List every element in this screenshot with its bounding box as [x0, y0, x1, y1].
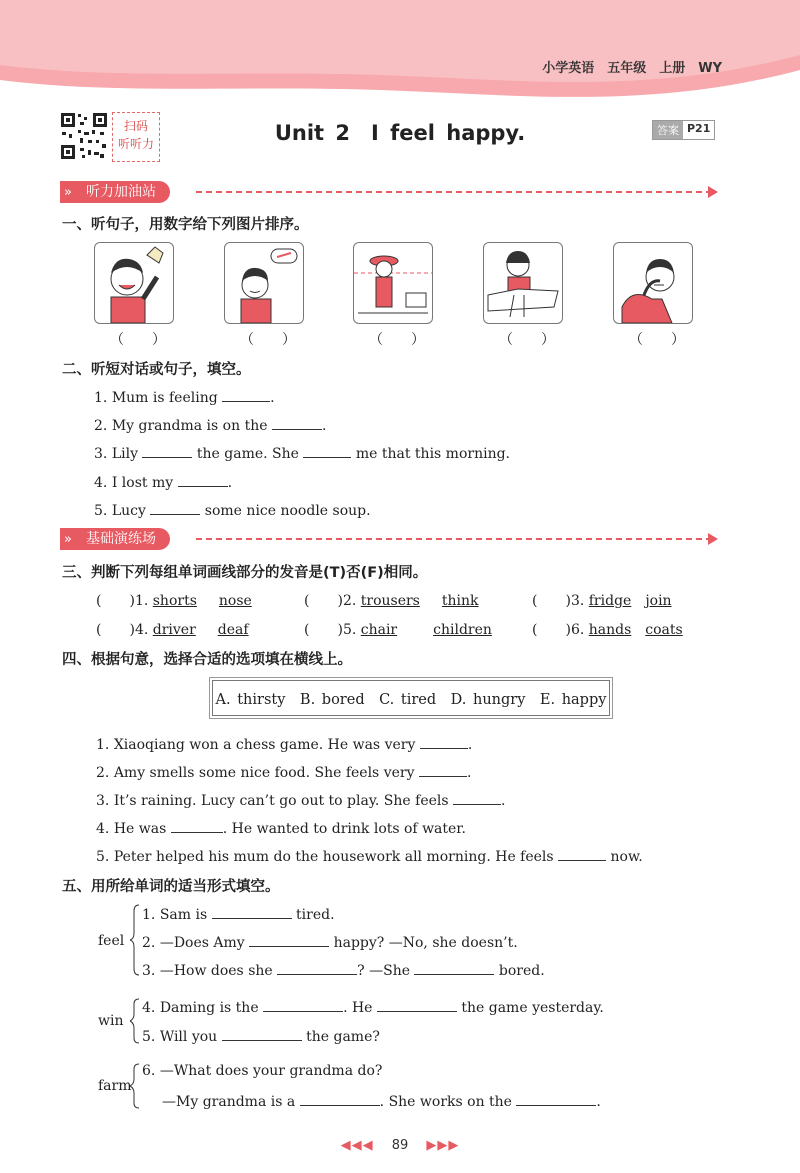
double-arrow-icon: » — [64, 185, 72, 200]
blank[interactable] — [142, 443, 192, 458]
blank[interactable] — [277, 960, 357, 975]
book-info: 小学英语 五年级 上册 WY — [542, 61, 722, 76]
scan-line1: 扫码 — [123, 119, 148, 133]
brace-icon — [130, 1063, 140, 1109]
answer-paren-2[interactable]: （ ） — [240, 332, 296, 348]
part4-item-4: 4. He was . He wanted to drink lots of water. — [96, 818, 466, 837]
part3-item-2: ( )2. trousers think — [304, 593, 479, 609]
part3-item-5: ( )5. chair children — [304, 622, 492, 638]
blank[interactable] — [303, 443, 351, 458]
blank[interactable] — [222, 1026, 302, 1041]
blank[interactable] — [558, 846, 606, 861]
blank[interactable] — [212, 904, 292, 919]
section-divider — [196, 538, 712, 542]
left-arrows-icon: ◀◀◀ — [340, 1138, 374, 1153]
part2-item-5: 5. Lucy some nice noodle soup. — [94, 500, 371, 519]
answer-paren[interactable]: ( ) — [532, 622, 571, 638]
answer-paren-3[interactable]: （ ） — [369, 332, 425, 348]
picture-girl-outdoors — [353, 242, 433, 324]
section-banner-text: 听力加油站 — [86, 184, 156, 200]
blank[interactable] — [222, 387, 270, 402]
answer-paren-4[interactable]: （ ） — [499, 332, 555, 348]
answer-paren[interactable]: ( ) — [532, 593, 571, 609]
part1-heading: 一、听句子，用数字给下列图片排序。 — [62, 217, 309, 233]
part4-item-1: 1. Xiaoqiang won a chess game. He was very . — [96, 734, 472, 753]
blank[interactable] — [419, 762, 467, 777]
word-win: win — [98, 1013, 124, 1029]
brace-icon — [130, 998, 140, 1044]
word-feel: feel — [98, 933, 125, 949]
page-number: 89 — [391, 1138, 409, 1153]
part2-item-2: 2. My grandma is on the . — [94, 415, 326, 434]
double-arrow-icon: » — [64, 532, 72, 547]
header-band — [0, 0, 800, 110]
part4-heading: 四、根据句意，选择合适的选项填在横线上。 — [62, 652, 352, 668]
blank[interactable] — [171, 818, 223, 833]
part5-item-6-answer: —My grandma is a . She works on the . — [162, 1091, 601, 1110]
options-box: A. thirsty B. bored C. tired D. hungry E. happy — [212, 680, 610, 716]
blank[interactable] — [178, 472, 228, 487]
part5-heading: 五、用所给单词的适当形式填空。 — [62, 879, 280, 895]
answer-paren[interactable]: ( ) — [96, 593, 135, 609]
part5-item-1: 1. Sam is tired. — [142, 904, 335, 923]
word-farm: farm — [98, 1078, 132, 1094]
part5-item-3: 3. —How does she ? —She bored. — [142, 960, 545, 979]
part5-item-5: 5. Will you the game? — [142, 1026, 380, 1045]
blank[interactable] — [453, 790, 501, 805]
part3-item-6: ( )6. hands coats — [532, 622, 683, 638]
part3-item-3: ( )3. fridge join — [532, 593, 672, 609]
part5-item-4: 4. Daming is the . He the game yesterday. — [142, 997, 604, 1016]
part4-item-5: 5. Peter helped his mum do the housework all morning. He feels now. — [96, 846, 643, 865]
page-footer — [0, 1138, 800, 1153]
page-title: Unit 2 I feel happy. — [274, 121, 526, 145]
picture-boy-bored — [613, 242, 693, 324]
scan-line2: 听听力 — [117, 137, 154, 151]
blank[interactable] — [249, 932, 329, 947]
picture-girl-sitting-sad — [483, 242, 563, 324]
part4-item-2: 2. Amy smells some nice food. She feels very . — [96, 762, 471, 781]
blank[interactable] — [300, 1091, 380, 1106]
part2-item-1: 1. Mum is feeling . — [94, 387, 275, 406]
part3-item-1: ( )1. shorts nose — [96, 593, 252, 609]
blank[interactable] — [263, 997, 343, 1012]
answer-paren-1[interactable]: （ ） — [110, 332, 166, 348]
section-banner-text: 基础演练场 — [86, 531, 156, 547]
part5-item-6: 6. —What does your grandma do? — [142, 1063, 383, 1079]
section-divider — [196, 191, 712, 195]
blank[interactable] — [377, 997, 457, 1012]
picture-happy-boy — [94, 242, 174, 324]
answer-paren[interactable]: ( ) — [304, 622, 343, 638]
part3-heading: 三、判断下列每组单词画线部分的发音是(T)否(F)相同。 — [62, 565, 428, 581]
picture-boy-thinking-food — [224, 242, 304, 324]
part4-item-3: 3. It’s raining. Lucy can’t go out to play. She feels . — [96, 790, 505, 809]
blank[interactable] — [420, 734, 468, 749]
part2-item-4: 4. I lost my . — [94, 472, 232, 491]
answer-paren[interactable]: ( ) — [304, 593, 343, 609]
answer-paren[interactable]: ( ) — [96, 622, 135, 638]
answer-tag — [652, 120, 715, 140]
part3-item-4: ( )4. driver deaf — [96, 622, 249, 638]
answer-page: P21 — [687, 122, 711, 135]
blank[interactable] — [516, 1091, 596, 1106]
blank[interactable] — [150, 500, 200, 515]
blank[interactable] — [414, 960, 494, 975]
right-arrows-icon: ▶▶▶ — [426, 1138, 460, 1153]
section-banner-practice — [60, 528, 170, 550]
section-banner-listening — [60, 181, 170, 203]
brace-icon — [130, 904, 140, 976]
blank[interactable] — [272, 415, 322, 430]
answer-label: 答案 — [653, 121, 683, 139]
part2-heading: 二、听短对话或句子，填空。 — [62, 362, 251, 378]
part5-item-2: 2. —Does Amy happy? —No, she doesn’t. — [142, 932, 518, 951]
answer-paren-5[interactable]: （ ） — [629, 332, 685, 348]
part2-item-3: 3. Lily the game. She me that this morning. — [94, 443, 510, 462]
